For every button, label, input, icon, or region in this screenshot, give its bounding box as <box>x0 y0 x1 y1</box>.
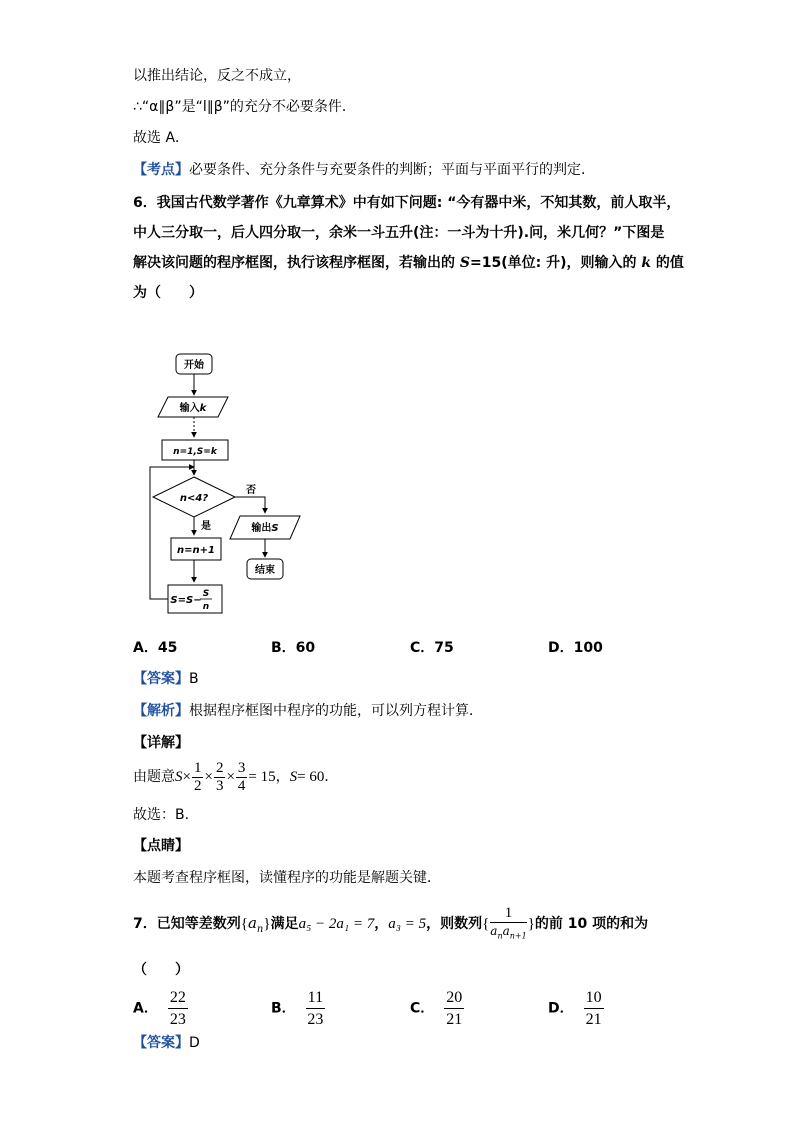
q6-line-2: 中人三分取一，后人四分取一，余米一斗五升(注：一斗为十升).问，米几何？”下图是 <box>133 225 665 241</box>
flow-yes-label: 是 <box>201 521 211 532</box>
analysis-tag: 【解析】 <box>133 703 189 719</box>
flow-output-label: 输出S <box>251 523 279 534</box>
solution-line-3: 故选 A． <box>133 130 190 146</box>
answer-tag: 【答案】 <box>133 671 189 687</box>
q6-dianjing-tag: 【点睛】 <box>133 838 189 854</box>
kaodian-line <box>133 160 595 180</box>
q6-choice-line: 故选：B. <box>133 807 190 823</box>
flow-update-label: S=S− <box>170 595 202 606</box>
q7-answer-line <box>133 1033 200 1053</box>
flow-start-label: 开始 <box>184 360 204 371</box>
answer-value: B <box>189 671 199 687</box>
q6-option-b: B．60 <box>271 640 316 656</box>
q7-option-a: A． $\frac{22}{23}$ <box>133 989 186 1028</box>
q6-line-3: 解决该问题的程序框图，执行该程序框图，若输出的 S=15(单位: 升)，则输入的 k 的值 <box>133 255 684 271</box>
flowchart <box>140 345 320 620</box>
q7-answer-value: D <box>189 1035 200 1051</box>
var-k: k <box>641 255 652 271</box>
var-s: S <box>459 255 470 271</box>
q6-answer-line <box>133 669 199 689</box>
flow-update-den: n <box>202 602 210 612</box>
q6-equation-line: 由题意S× $\frac{1}{2}$ × $\frac{2}{3}$ × $\frac{3}{4}$ = 15，S= 60． <box>133 759 339 794</box>
q7-option-c: C． $\frac{20}{21}$ <box>410 989 463 1028</box>
flow-update-num: S <box>202 589 210 599</box>
flow-end-label: 结束 <box>255 565 275 576</box>
q7-stem: 7．已知等差数列$\{a_n\}$满足a₅ − 2a₁ = 7，a₃ = 5，则数列{ $\frac{1}{a_na_{n+1}}$ }的前 10 项的和为 <box>133 904 649 941</box>
q6-option-d: D．100 <box>548 640 603 656</box>
q6-dianjing-text: 本题考查程序框图，读懂程序的功能是解题关键． <box>133 870 441 886</box>
q6-detail-tag: 【详解】 <box>133 735 189 751</box>
q6-line-4: 为（ ） <box>133 285 203 301</box>
analysis-text: 根据程序框图中程序的功能，可以列方程计算． <box>189 703 483 719</box>
flow-input-label: 输入k <box>179 403 207 414</box>
q6-analysis-line <box>133 701 483 721</box>
kaodian-text: 必要条件、充分条件与充要条件的判断；平面与平面平行的判定． <box>189 162 595 178</box>
q7-paren: （ ） <box>133 962 189 978</box>
flow-step-label: n=n+1 <box>177 545 215 556</box>
solution-line-2: ∴“α∥β”是“l∥β”的充分不必要条件． <box>133 99 356 115</box>
eq-value: = 15 <box>248 769 276 785</box>
solution-line-1: 以推出结论，反之不成立， <box>133 68 301 84</box>
q7-answer-tag: 【答案】 <box>133 1035 189 1051</box>
q6-option-a: A．45 <box>133 640 178 656</box>
q6-option-c: C．75 <box>410 640 454 656</box>
q6-line-1: 6．我国古代数学著作《九章算术》中有如下问题: “今有器中米，不知其数，前人取半， <box>133 195 681 211</box>
q7-cond2: a₃ = 5 <box>388 916 427 932</box>
kaodian-tag: 【考点】 <box>133 162 189 178</box>
flow-init-label: n=1,S=k <box>173 447 217 457</box>
q7-option-b: B． $\frac{11}{23}$ <box>271 989 324 1028</box>
q7-option-d: D． $\frac{10}{21}$ <box>548 989 602 1028</box>
flow-cond-label: n<4? <box>179 493 209 504</box>
flow-no-label: 否 <box>246 485 256 496</box>
q7-cond1: a₅ − 2a₁ = 7 <box>298 916 375 932</box>
eq-result: = 60 <box>297 769 325 785</box>
